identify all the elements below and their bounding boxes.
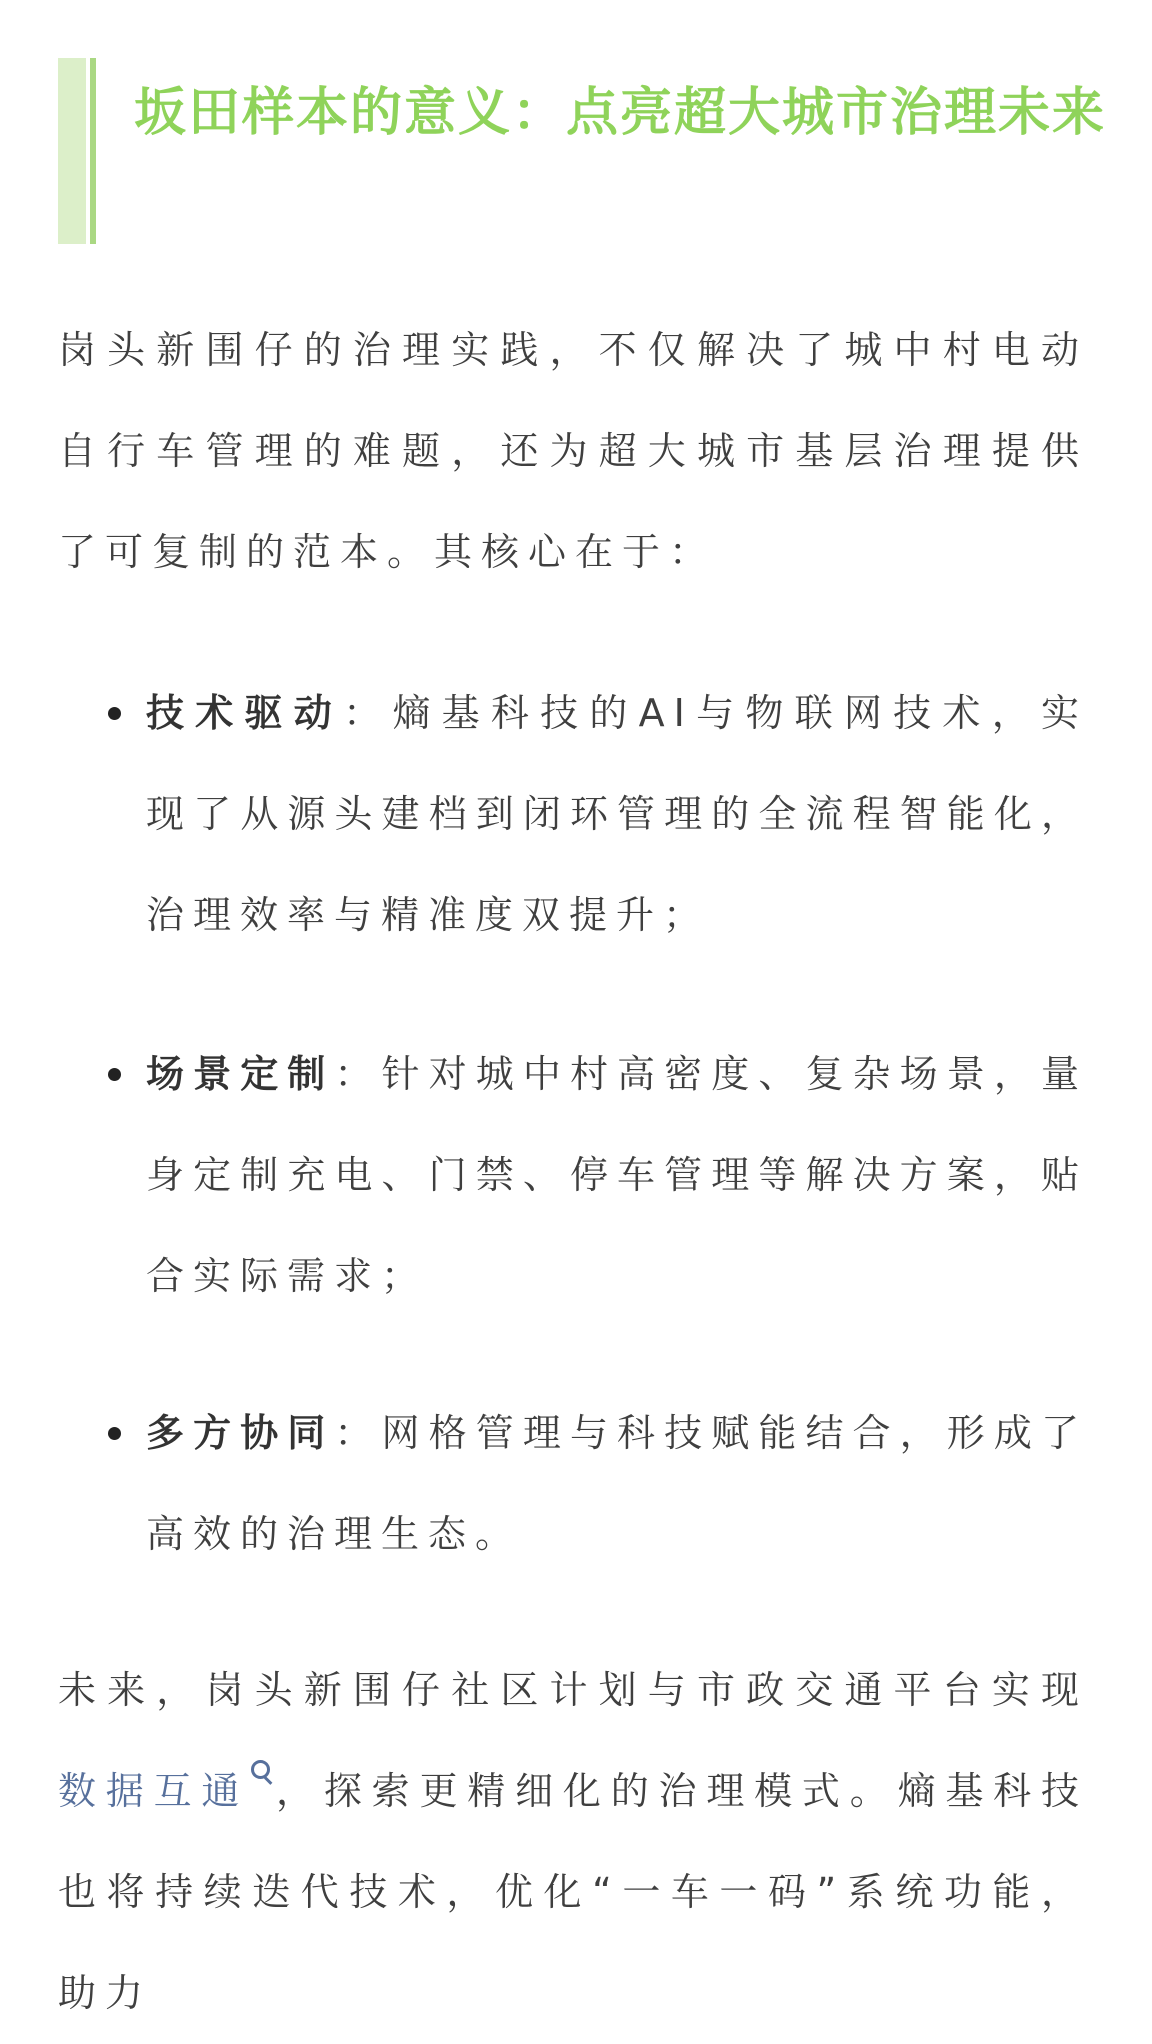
- bullet-text: [146, 1024, 1088, 1327]
- bullet-separator: ：: [334, 1052, 382, 1096]
- outro-text-after: ，探索更精细化的治理模式。熵基科技也将持续迭代技术，优化“一车一码”系统功能，助力: [58, 1769, 1088, 2015]
- bullet-body: 针对城中村高密度、复杂场景，量身定制充电、门禁、停车管理等解决方案，贴合实际需求；: [146, 1052, 1088, 1298]
- intro-paragraph: 岗头新围仔的治理实践，不仅解决了城中村电动自行车管理的难题，还为超大城市基层治理提供了可复制的范本。其核心在于：: [58, 328, 1088, 574]
- bullet-dot: [108, 1068, 121, 1081]
- heading-accent-bar-light: [58, 58, 86, 244]
- outro-text-before: 未来，岗头新围仔社区计划与市政交通平台实现: [58, 1668, 1088, 1712]
- bullet-title: 多方协同: [146, 1411, 335, 1455]
- bullet-text: [146, 663, 1088, 966]
- bullet-body: 网格管理与科技赋能结合，形成了高效的治理生态。: [146, 1411, 1088, 1556]
- heading-accent-bar-dark: [90, 58, 96, 244]
- heading-text: 坂田样本的意义：点亮超大城市治理未来: [134, 83, 1107, 143]
- bullet-body: 熵基科技的AI与物联网技术，实现了从源头建档到闭环管理的全流程智能化，治理效率与精准度双提升；: [146, 691, 1088, 937]
- section-heading: [58, 58, 1118, 244]
- search-icon[interactable]: [251, 1760, 273, 1782]
- outro-paragraph: [58, 1640, 1088, 2044]
- bullet-separator: ：: [334, 1411, 382, 1455]
- bullet-title: 场景定制: [146, 1052, 335, 1096]
- bullet-title: 技术驱动: [146, 691, 344, 735]
- data-interop-link[interactable]: 数据互通: [58, 1769, 250, 1813]
- bullet-separator: ：: [343, 691, 393, 735]
- bullet-dot: [108, 707, 121, 720]
- bullet-dot: [108, 1427, 121, 1440]
- bullet-text: [146, 1383, 1088, 1585]
